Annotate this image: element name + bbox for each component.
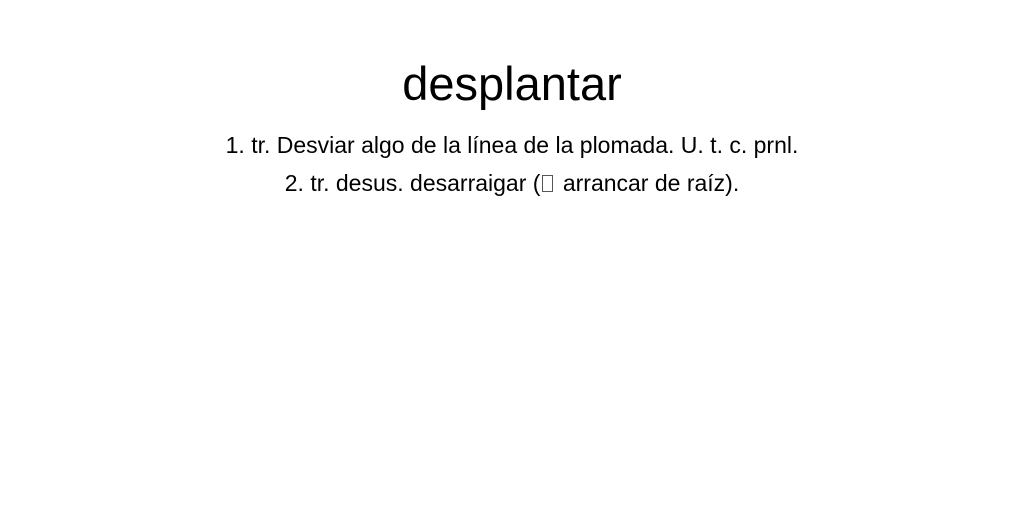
headword-title: desplantar xyxy=(402,57,622,110)
definition-sense-1: 1. tr. Desviar algo de la línea de la plomada. U. t. c. prnl. xyxy=(225,132,799,158)
sense-2-text-before: 2. tr. desus. desarraigar ( xyxy=(284,170,541,196)
missing-glyph-box-icon xyxy=(542,175,553,192)
sense-2-text-after: arrancar de raíz). xyxy=(556,170,740,196)
definition-sense-2 xyxy=(0,168,1024,198)
